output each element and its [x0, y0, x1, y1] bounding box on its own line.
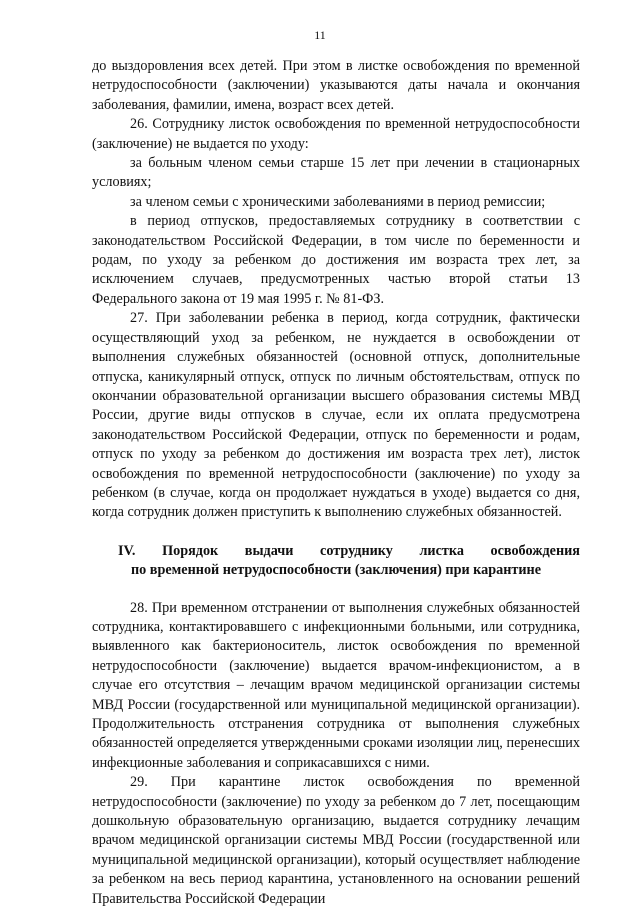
- section-heading: [92, 542, 580, 581]
- section-heading-line-2: по временной нетрудоспособности (заключения) при карантине: [130, 562, 542, 579]
- paragraph-26-item-1: за больным членом семьи старше 15 лет при лечении в стационарных условиях;: [92, 155, 580, 191]
- section-heading-line-1: IV. Порядок выдачи сотруднику листка освобождения: [118, 542, 580, 559]
- paragraph-27: 27. При заболевании ребенка в период, когда сотрудник, фактически осуществляющий уход за ребенком, не нуждается в освобождении от выполнения служебных обязанностей (основной отпуск, дополнительные отпуска, каникулярный отпуск, отпуск по личным обстоятельствам, отпуск по окончании образовательной организации высшего образования системы МВД России, другие виды отпусков в случае, если их оплата предусмотрена законодательством Российской Федерации, отпуск по беременности и родам, отпуск по уходу за ребенком до достижения им возраста трех лет), листок освобождения по временной нетрудоспособности (заключение) по уходу за ребенком (в случае, когда он продолжает нуждаться в уходе) выдается со дня, когда сотрудник должен приступить к выполнению служебных обязанностей.: [92, 310, 580, 521]
- paragraph-28: 28. При временном отстранении от выполнения служебных обязанностей сотрудника, контактировавшего с инфекционными больными, или сотрудника, выявленного как бактерионоситель, листок освобождения по временной нетрудоспособности (заключение) выдается врачом-инфекционистом, а в случае его отсутствия – лечащим врачом медицинской организации системы МВД России (государственной или муниципальной медицинской организации). Продолжительность отстранения сотрудника от выполнения служебных обязанностей определяется утвержденными сроками изоляции лиц, перенесших инфекционные заболевания и соприкасавшихся с ними.: [92, 599, 580, 771]
- document-body: [92, 57, 580, 909]
- paragraph-26: 26. Сотруднику листок освобождения по временной нетрудоспособности (заключение) не выдается по уходу:: [92, 116, 580, 152]
- paragraph-continuation: до выздоровления всех детей. При этом в листке освобождения по временной нетрудоспособности (заключении) указываются даты начала и окончания заболевания, фамилии, имена, возраст всех детей.: [92, 58, 580, 113]
- paragraph-26-item-3: в период отпусков, предоставляемых сотруднику в соответствии с законодательством Российской Федерации, в том числе по беременности и родам, по уходу за ребенком до достижения им возраста трех лет, за исключением случаев, предусмотренных частью второй статьи 13 Федерального закона от 19 мая 1995 г. № 81-ФЗ.: [92, 213, 580, 307]
- paragraph-26-item-2: за членом семьи с хроническими заболеваниями в период ремиссии;: [130, 193, 546, 210]
- paragraph-29: 29. При карантине листок освобождения по временной нетрудоспособности (заключение) по уходу за ребенком до 7 лет, посещающим дошкольную образовательную организацию, выдается сотруднику лечащим врачом медицинской организации системы МВД России (государственной или муниципальной медицинской организации), который осуществляет наблюдение за ребенком на весь период карантина, установленного на основании решений Правительства Российской Федерации: [92, 774, 580, 907]
- page-number: 11: [314, 28, 326, 42]
